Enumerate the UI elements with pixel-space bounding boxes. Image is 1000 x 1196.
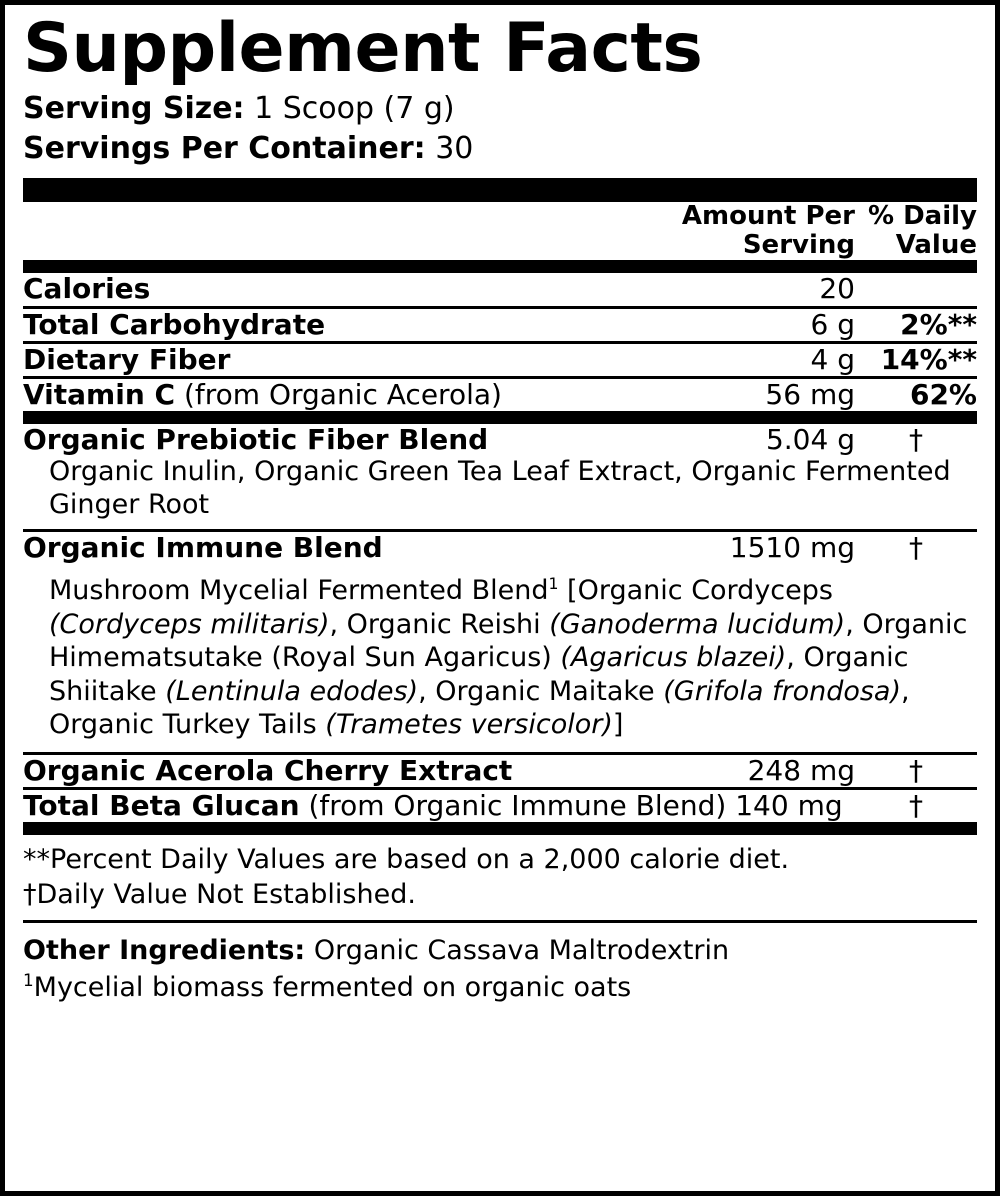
immune-blend-text-1: Mushroom Mycelial Fermented Blend [49, 575, 549, 607]
other-ingredients-value: Organic Cassava Maltrodextrin [313, 935, 730, 967]
header-amount-per-serving [640, 202, 855, 260]
row-label-immune-blend: Organic Immune Blend [23, 531, 383, 565]
immune-blend-footnote-marker: 1 [548, 574, 559, 594]
row-amount-total-carbohydrate: 6 g [810, 307, 855, 341]
other-ingredients-label: Other Ingredients: [23, 935, 306, 967]
page-title: Supplement Facts [23, 9, 703, 88]
immune-blend-text-2: [Organic Cordyceps [558, 575, 833, 607]
table-row [23, 755, 977, 787]
row-amount-dietary-fiber: 4 g [810, 342, 855, 376]
facts-carb-table [23, 309, 977, 341]
immune-blend-text-3: , Organic Reishi [329, 608, 550, 640]
serving-size-line [23, 89, 977, 129]
table-row [23, 790, 977, 822]
description-immune-blend [23, 564, 977, 751]
row-label-vitamin-c: Vitamin C (from Organic Acerola) [23, 377, 502, 411]
immune-blend-latin-3: (Agaricus blazei) [560, 642, 787, 674]
immune-blend-text-6: , Organic Maitake [418, 675, 664, 707]
immune-blend-text-7: , Organic Turkey Tails [49, 675, 910, 741]
row-amount-acerola-cherry-extract: 248 mg [747, 753, 855, 787]
row-dv-calories [855, 273, 977, 305]
serving-size-label: Serving Size: [23, 91, 245, 126]
row-amount-vitamin-c: 56 mg [765, 377, 855, 411]
mycelial-footnote-text: Mycelial biomass fermented on organic oats [33, 972, 632, 1004]
table-row [23, 379, 977, 411]
row-label-total-carbohydrate: Total Carbohydrate [23, 307, 326, 341]
row-dv-total-beta-glucan: † [909, 788, 923, 822]
row-label-prebiotic-fiber-blend: Organic Prebiotic Fiber Blend [23, 423, 489, 457]
servings-per-container-line [23, 129, 977, 169]
mycelial-footnote-line [23, 968, 977, 1005]
row-dv-prebiotic-fiber-blend: † [909, 423, 923, 457]
header-spacer [23, 202, 640, 260]
facts-vitamin-c-table [23, 379, 977, 411]
immune-blend-latin-4: (Lentinula edodes) [165, 675, 419, 707]
immune-blend-text-8: ] [612, 709, 624, 741]
immune-blend-text-4: , Organic Himematsutake (Royal Sun Agaricus) [49, 608, 968, 674]
header-dv-line1: % Daily [867, 201, 977, 232]
row-label-dietary-fiber: Dietary Fiber [23, 342, 231, 376]
row-dv-acerola-cherry-extract: † [909, 753, 923, 787]
row-label-acerola-cherry-extract: Organic Acerola Cherry Extract [23, 753, 513, 787]
row-label-calories: Calories [23, 272, 151, 306]
header-dv-line2: Value [895, 230, 977, 261]
row-amount-immune-blend: 1510 mg [729, 531, 855, 565]
row-dv-vitamin-c: 62% [909, 377, 977, 411]
immune-blend-latin-6: (Trametes versicolor) [325, 709, 613, 741]
immune-blend-latin-5: (Grifola frondosa) [663, 675, 902, 707]
table-row [23, 273, 977, 305]
header-amount-line2: Serving [742, 230, 855, 261]
footnote-daily-value-not-established: †Daily Value Not Established. [23, 878, 416, 910]
header-amount-line1: Amount Per [681, 201, 855, 232]
immune-blend-text-5: , Organic Shiitake [49, 642, 909, 707]
row-label-total-beta-glucan: Total Beta Glucan (from Organic Immune Blend) 140 mg [23, 788, 843, 822]
divider-medium-3 [23, 822, 977, 835]
row-dv-immune-blend: † [909, 531, 923, 565]
facts-fiber-table [23, 344, 977, 376]
row-amount-total-beta-glucan: 140 mg [735, 788, 843, 822]
other-ingredients-line [23, 923, 977, 968]
servings-per-container-label: Servings Per Container: [23, 130, 426, 166]
servings-per-container-value: 30 [435, 130, 474, 166]
facts-beta-glucan-table [23, 790, 977, 822]
facts-header-table [23, 202, 977, 260]
facts-acerola-table [23, 755, 977, 787]
row-amount-calories: 20 [819, 272, 855, 306]
divider-thick-top [23, 178, 977, 202]
table-row [23, 309, 977, 341]
facts-nutrients-table [23, 273, 977, 305]
serving-size-value: 1 Scoop (7 g) [254, 91, 455, 126]
immune-blend-latin-1: (Cordyceps militaris) [49, 608, 330, 640]
facts-immune-blend-table [23, 532, 977, 564]
mycelial-footnote-marker: 1 [23, 970, 34, 991]
table-row [23, 532, 977, 564]
row-amount-prebiotic-fiber-blend: 5.04 g [765, 423, 855, 457]
header-daily-value [855, 202, 977, 260]
table-row [23, 344, 977, 376]
facts-prebiotic-blend-table [23, 424, 977, 456]
row-dv-total-carbohydrate: 2%** [900, 307, 977, 341]
table-header-row [23, 202, 977, 260]
table-row [23, 424, 977, 456]
description-prebiotic-fiber-blend: Organic Inulin, Organic Green Tea Leaf Extract, Organic Fermented Ginger Root [49, 456, 951, 520]
footnotes [23, 835, 977, 920]
immune-blend-latin-2: (Ganoderma lucidum) [549, 608, 846, 640]
row-dv-dietary-fiber: 14%** [880, 342, 977, 376]
footnote-percent-daily-values: **Percent Daily Values are based on a 2,000 calorie diet. [23, 844, 790, 876]
